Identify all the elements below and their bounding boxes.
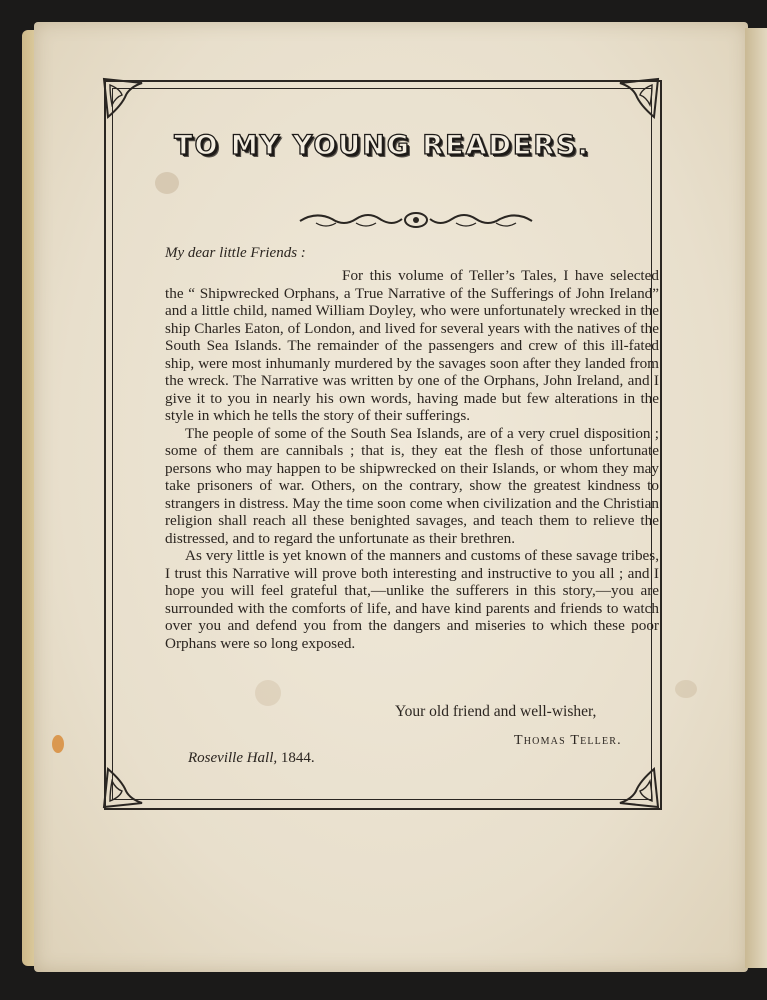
corner-ornament-icon: [616, 765, 662, 811]
paragraph-3: As very little is yet known of the manners and customs of these savage tribes, I trust this Narrative will prove both interesting and instructive to you all ; and I hope you will feel grateful that,—unlike the sufferers in this story,—you are surrounded with the comforts of life, and have kind parents and friends to watch over you and defend you from the dangers and miseries to which these poor Orphans were so long exposed.: [165, 547, 659, 652]
signature: Thomas Teller.: [514, 733, 622, 748]
closing-line: Your old friend and well-wisher,: [395, 703, 597, 720]
place: Roseville Hall,: [188, 750, 278, 766]
facing-page-edge: [745, 28, 767, 968]
paragraph-2: The people of some of the South Sea Islands, are of a very cruel disposition ; some of them are cannibals ; that is, they eat the flesh of those unfortunate persons who may happen to be shipwrecked on their Islands, or whom they may take prisoners of war. Others, on the contrary, show the greatest kindness to strangers in distress. May the time soon come when civilization and the Christian religion shall reach all these benighted savages, and teach them to relieve the distressed, and to regard the unfortunate as their brethren.: [165, 424, 659, 547]
corner-ornament-icon: [100, 765, 146, 811]
corner-ornament-icon: [100, 75, 146, 121]
paragraph-1: For this volume of Teller’s Tales, I have selected the “ Shipwrecked Orphans, a True Narrative of the Sufferings of John Ireland” and a little child, named William Doyley, who were unfortunately wrecked in the ship Charles Eaton, of London, and lived for several years with the natives of the South Sea Islands. The remainder of the passengers and crew of this ill-fated ship, were most inhumanly murdered by the savages soon after they landed from the wreck. The Narrative was written by one of the Orphans, John Ireland, and I give it to you in nearly his own words, having made but few alterations in the style in which he tells the story of their sufferings.: [165, 267, 659, 424]
corner-ornament-icon: [616, 75, 662, 121]
title-ornament-icon: [296, 205, 536, 235]
paper-stain: [675, 680, 697, 698]
letter-body: [165, 267, 659, 652]
page-title: TO MY YOUNG READERS.: [174, 130, 590, 161]
paper-stain: [52, 735, 64, 753]
place-date: [188, 750, 315, 767]
date: 1844.: [280, 750, 315, 766]
salutation: My dear little Friends :: [165, 245, 306, 261]
